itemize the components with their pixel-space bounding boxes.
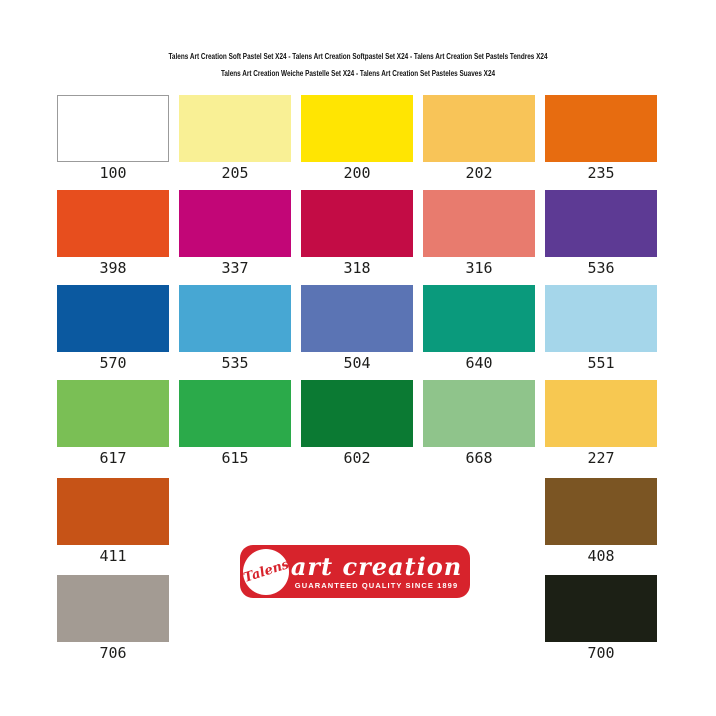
color-swatch [301,190,413,257]
color-swatch [301,95,413,162]
color-code-label: 700 [587,644,615,662]
color-swatch [179,285,291,352]
logo-tagline: GUARANTEED QUALITY SINCE 1899 [294,580,459,590]
swatch-cell-205 [179,95,291,190]
swatch-cell-411 [57,478,169,575]
color-code-label: 205 [221,164,249,182]
color-code-label: 202 [465,164,493,182]
swatch-cell-200 [301,95,413,190]
swatch-cell-504 [301,285,413,380]
swatch-cell-100 [57,95,169,190]
swatch-cell-398 [57,190,169,285]
color-swatch [57,190,169,257]
color-code-label: 337 [221,259,249,277]
color-swatch [545,95,657,162]
swatch-cell-408 [545,478,657,575]
logo-title: art creation [290,551,463,581]
color-code-label: 668 [465,449,493,467]
color-swatch [57,575,169,642]
color-code-label: 706 [99,644,127,662]
swatch-cell-551 [545,285,657,380]
product-title-line2: Talens Art Creation Weiche Pastelle Set X24 - Talens Art Creation Set Pasteles Suaves X24 [220,69,496,78]
color-code-label: 318 [343,259,371,277]
color-swatch [301,380,413,447]
color-code-label: 535 [221,354,249,372]
color-code-label: 570 [99,354,127,372]
swatch-cell-318 [301,190,413,285]
swatch-cell-700 [545,575,657,670]
art-creation-logo [240,545,470,598]
swatch-cell-602 [301,380,413,478]
color-swatch [545,478,657,545]
color-code-label: 398 [99,259,127,277]
swatch-cell-668 [423,380,535,478]
talens-brand-text: Talens [241,557,291,586]
color-swatch [545,285,657,352]
color-code-label: 235 [587,164,615,182]
color-code-label: 100 [99,164,127,182]
swatch-cell-337 [179,190,291,285]
swatch-cell-570 [57,285,169,380]
swatch-cell-706 [57,575,169,670]
color-swatch [423,190,535,257]
color-code-label: 227 [587,449,615,467]
color-swatch [57,285,169,352]
color-swatch [57,380,169,447]
color-swatch [301,285,413,352]
color-swatch [179,380,291,447]
color-swatch [423,380,535,447]
color-swatch [57,478,169,545]
swatch-cell-617 [57,380,169,478]
color-swatch [423,285,535,352]
talens-logo-icon [243,549,289,595]
swatch-cell-202 [423,95,535,190]
swatch-cell-615 [179,380,291,478]
logo-text-block [289,551,470,590]
color-swatch [179,190,291,257]
color-code-label: 200 [343,164,371,182]
color-swatch [545,190,657,257]
color-code-label: 640 [465,354,493,372]
color-swatch [545,575,657,642]
color-code-label: 408 [587,547,615,565]
swatch-cell-227 [545,380,657,478]
color-swatch [423,95,535,162]
color-code-label: 411 [99,547,127,565]
product-title [0,48,716,82]
color-swatch [545,380,657,447]
color-code-label: 615 [221,449,249,467]
swatch-cell-316 [423,190,535,285]
color-code-label: 617 [99,449,127,467]
swatch-cell-640 [423,285,535,380]
color-code-label: 504 [343,354,371,372]
product-title-line1: Talens Art Creation Soft Pastel Set X24 - Talens Art Creation Softpastel Set X24 - Talens Art Creation Set Pastels Tendres X24 [168,52,548,61]
swatch-cell-535 [179,285,291,380]
color-code-label: 551 [587,354,615,372]
swatch-cell-536 [545,190,657,285]
swatch-cell-235 [545,95,657,190]
color-swatch [179,95,291,162]
color-code-label: 536 [587,259,615,277]
color-code-label: 602 [343,449,371,467]
color-code-label: 316 [465,259,493,277]
color-swatch [57,95,169,162]
